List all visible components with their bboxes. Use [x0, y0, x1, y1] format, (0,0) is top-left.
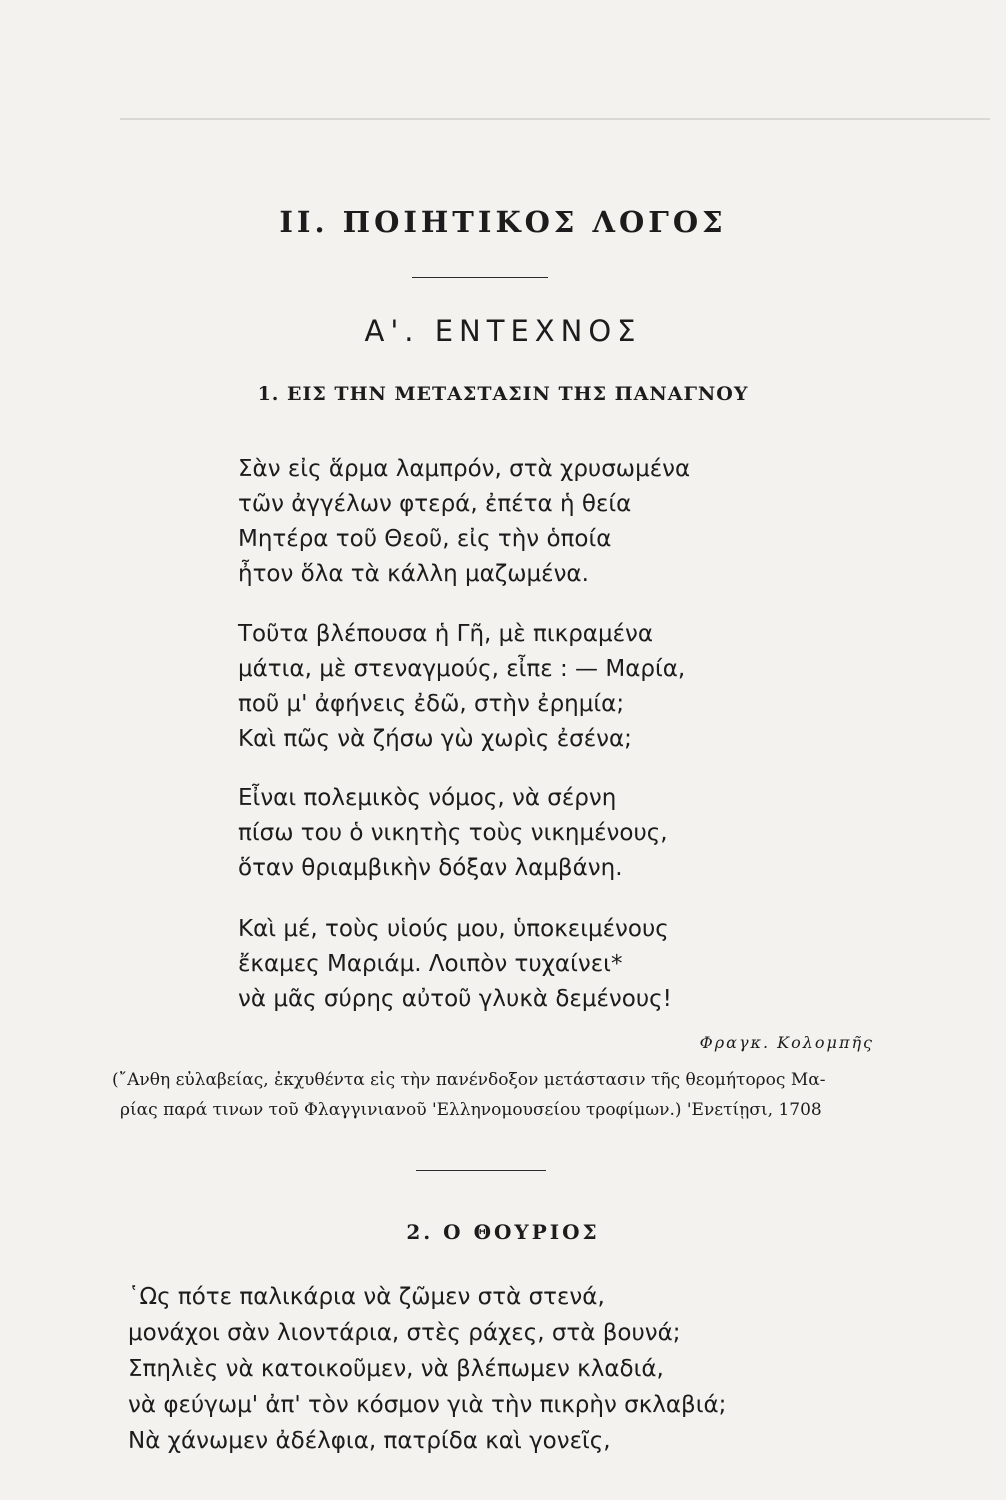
verse-line: μάτια, μὲ στεναγμούς, εἶπε : — Μαρία,: [238, 656, 686, 682]
verse-line: τῶν ἀγγέλων φτερά, ἐπέτα ἡ θεία: [238, 491, 632, 517]
verse-line: Σὰν εἰς ἅρμα λαμπρόν, στὰ χρυσωμένα: [238, 456, 691, 482]
poem2-stanza-1: [128, 1279, 726, 1459]
poem-title-1: 1. ΕΙΣ ΤΗΝ ΜΕΤΑΣΤΑΣΙΝ ΤΗΣ ΠΑΝΑΓΝΟΥ: [257, 383, 749, 405]
verse-line: νὰ φεύγωμ' ἀπ' τὸν κόσμον γιὰ τὴν πικρὴν σκλαβιά;: [128, 1392, 727, 1418]
verse-line: Νὰ χάνωμεν ἀδέλφια, πατρίδα καὶ γονεῖς,: [128, 1428, 611, 1454]
verse-line: πίσω του ὁ νικητὴς τοὺς νικημένους,: [238, 820, 668, 846]
poem1-stanza-4: [238, 912, 672, 1017]
verse-line: Καὶ μέ, τοὺς υἱούς μου, ὑποκειμένους: [238, 916, 669, 942]
verse-line: Καὶ πῶς νὰ ζήσω γὼ χωρὶς ἐσένα;: [238, 726, 632, 752]
bleed-through-header: [120, 88, 990, 120]
poem1-stanza-1: [238, 452, 690, 592]
verse-line: ἔκαμες Μαριάμ. Λοιπὸν τυχαίνει*: [238, 951, 623, 977]
verse-line: νὰ μᾶς σύρης αὐτοῦ γλυκὰ δεμένους!: [238, 986, 672, 1012]
poem1-stanza-2: [238, 617, 685, 757]
verse-line: Τοῦτα βλέπουσα ἡ Γῆ, μὲ πικραμένα: [238, 621, 654, 647]
verse-line: μονάχοι σὰν λιοντάρια, στὲς ράχες, στὰ βουνά;: [128, 1320, 681, 1346]
verse-line: ὅταν θριαμβικὴν δόξαν λαμβάνη.: [238, 855, 623, 881]
poem1-author: Φραγκ. Κολομπῆς: [699, 1033, 874, 1052]
title-rule: [412, 277, 548, 278]
verse-line: Εἶναι πολεμικὸς νόμος, νὰ σέρνη: [238, 785, 617, 811]
section-rule: [416, 1170, 546, 1171]
poem1-source-citation: [112, 1065, 912, 1125]
poem1-stanza-3: [238, 781, 668, 886]
verse-line: Μητέρα τοῦ Θεοῦ, εἰς τὴν ὁποία: [238, 526, 612, 552]
source-line: (῎Ανθη εὐλαβείας, ἐκχυθέντα εἰς τὴν πανένδοξον μετάστασιν τῆς θεομήτορος Μα-: [112, 1070, 826, 1090]
verse-line: ἦτον ὅλα τὰ κάλλη μαζωμένα.: [238, 561, 589, 587]
verse-line: ποῦ μ' ἀφήνεις ἐδῶ, στὴν ἐρημία;: [238, 691, 625, 717]
verse-line: Σπηλιὲς νὰ κατοικοῦμεν, νὰ βλέπωμεν κλαδιά,: [128, 1356, 664, 1382]
verse-line: ῾Ως πότε παλικάρια νὰ ζῶμεν στὰ στενά,: [128, 1284, 605, 1310]
poem-title-2: 2. Ο ΘΟΥΡΙΟΣ: [406, 1220, 600, 1244]
subsection-title: Α'. ΕΝΤΕΧΝΟΣ: [364, 314, 642, 348]
source-line: ρίας παρά τινων τοῦ Φλαγγινιανοῦ 'Ελληνομουσείου τροφίμων.) 'Ενετίῃσι, 1708: [120, 1100, 822, 1120]
section-title: ΙΙ. ΠΟΙΗΤΙΚΟΣ ΛΟΓΟΣ: [279, 205, 727, 239]
